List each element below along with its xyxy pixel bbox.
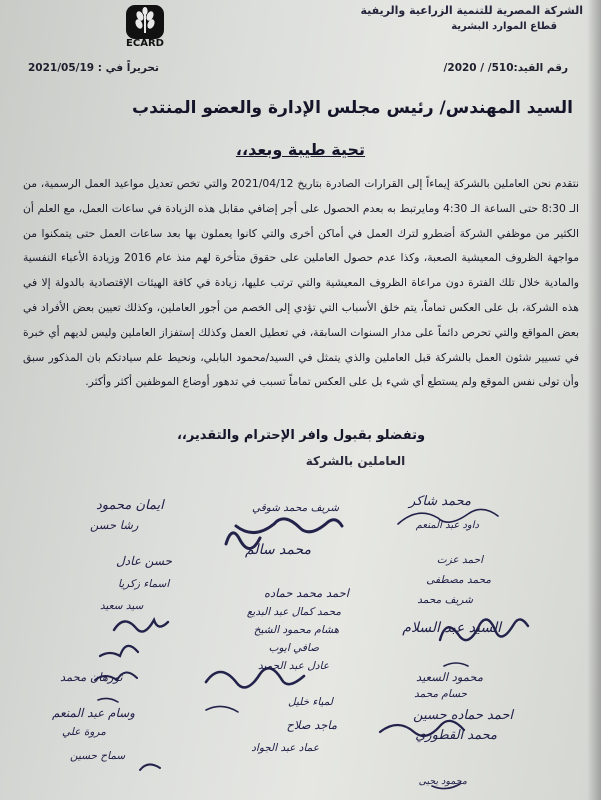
- signature-name: هشام محمود الشيخ: [253, 624, 339, 636]
- date-reference-row: [28, 62, 568, 78]
- signature-name: ماجد صلاح: [286, 718, 337, 732]
- signature-name: مروة علي: [62, 726, 106, 738]
- closing-line: وتفضلو بقبول وافر الإحترام والتقدير،،: [176, 428, 426, 443]
- signature-name: احمد حماده حسين: [413, 708, 513, 723]
- signature-name: ايمان محمود: [96, 498, 164, 513]
- company-logo: [116, 4, 174, 52]
- signature-name: عادل عبد الحميد: [257, 660, 329, 672]
- signature-name: لمياء خليل: [288, 696, 333, 708]
- signature-name: محمد مصطفى: [426, 574, 491, 586]
- signature-name: محمد سالم: [244, 542, 311, 558]
- addressee-title: السيد المهندس/ رئيس مجلس الإدارة والعضو المنتدب: [132, 98, 573, 118]
- signature-name: نورهان محمد: [60, 670, 123, 684]
- signature-name: احمد عزت: [436, 554, 483, 566]
- letterhead: [343, 4, 583, 32]
- signatories-label: العاملين بالشركة: [305, 454, 406, 468]
- signature-name: محمد شاكر: [408, 494, 471, 509]
- signature-name: وسام عبد المنعم: [52, 706, 135, 720]
- signature-name: شريف محمد شوقي: [251, 502, 339, 514]
- issue-date: تحريراً في : 2021/05/19: [28, 62, 159, 74]
- signature-name: شريف محمد: [417, 594, 473, 606]
- signature-name: السيد عبد السلام: [402, 620, 501, 636]
- signature-name: داود عبد المنعم: [415, 520, 479, 531]
- company-name: الشركة المصرية للتنمية الزراعية والريفية: [360, 4, 583, 17]
- wheat-logo-icon: [125, 4, 165, 40]
- signature-name: محمود السعيد: [416, 670, 483, 684]
- signature-name: عماد عبد الجواد: [251, 742, 319, 754]
- signature-name: محمد القطوري: [415, 728, 497, 743]
- signature-name: احمد محمد حماده: [264, 586, 349, 600]
- signature-name: سيد سعيد: [100, 600, 144, 612]
- signature-name: حسام محمد: [414, 688, 467, 700]
- signature-name: اسماء زكريا: [118, 578, 170, 590]
- signature-name: صافي ايوب: [268, 642, 319, 654]
- signature-name: سماح حسين: [70, 750, 126, 762]
- signature-name: محمد كمال عبد البديع: [246, 606, 341, 618]
- greeting: تحية طيبة وبعد،،: [235, 140, 366, 159]
- signature-name: رشا حسن: [90, 518, 139, 532]
- signature-name: محمود يحيى: [418, 776, 467, 787]
- letter-body: نتقدم نحن العاملين بالشركة إيماءاً إلى القرارات الصادرة بتاريخ 2021/04/12 والتي تخص تعديل مواعيد العمل الرسمية، من الـ 8:30 حتى الساعة الـ 4:30 ومايرتبط به بعدم الحصول على أجر إضافي مقابل هذه الزيادة في ساعات العمل، مع العلم أن الكثير من موظفي الشركة أضطرو لترك العمل في أماكن أخرى والتي كانوا يعملون بها بعد ساعات العمل حتى يتمكنوا من مواجهة الظروف المعيشية الصعبة، وكذا عدم حصول العاملين على حقوق متأخرة لهم منذ عام 2016 وزيادة الأعباء النفسية والمادية خلال تلك الفترة دون مراعاة الظروف المعيشية والتي ترتب عليها، زيادة في كافة الهيئات الإقتصادية بالدولة إلا في هذه الشركة، بل على العكس تماماً، يتم خلق الأسباب التي تؤدي إلى الخصم من أجور العاملين، وكذلك تعيين بعض الأفراد في بعض المواقع والتي تحرص دائماً على مدار السنوات السابقة، في تعطيل العمل وكذلك إستفزاز العاملين وليس لديهم أي خبرة في تسيير شئون العمل بالشركة قبل العاملين والذي يتمثل في السيد/محمود البابلي، ونحيط علم سيادتكم بان المذكور سبق وأن تولى نفس الموقع ولم يستطع أي شيء بل على العكس تماماً تسبب في تدهور أوضاع الموظفين أكثر وأكثر.: [23, 177, 580, 389]
- logo-wordmark: ECARD: [126, 38, 164, 49]
- reference-number: رقم القيد:510/ / 2020/: [443, 62, 568, 74]
- department-name: قطاع الموارد البشرية: [451, 21, 557, 32]
- signature-name: حسن عادل: [116, 554, 172, 568]
- signatures-area: [0, 470, 601, 800]
